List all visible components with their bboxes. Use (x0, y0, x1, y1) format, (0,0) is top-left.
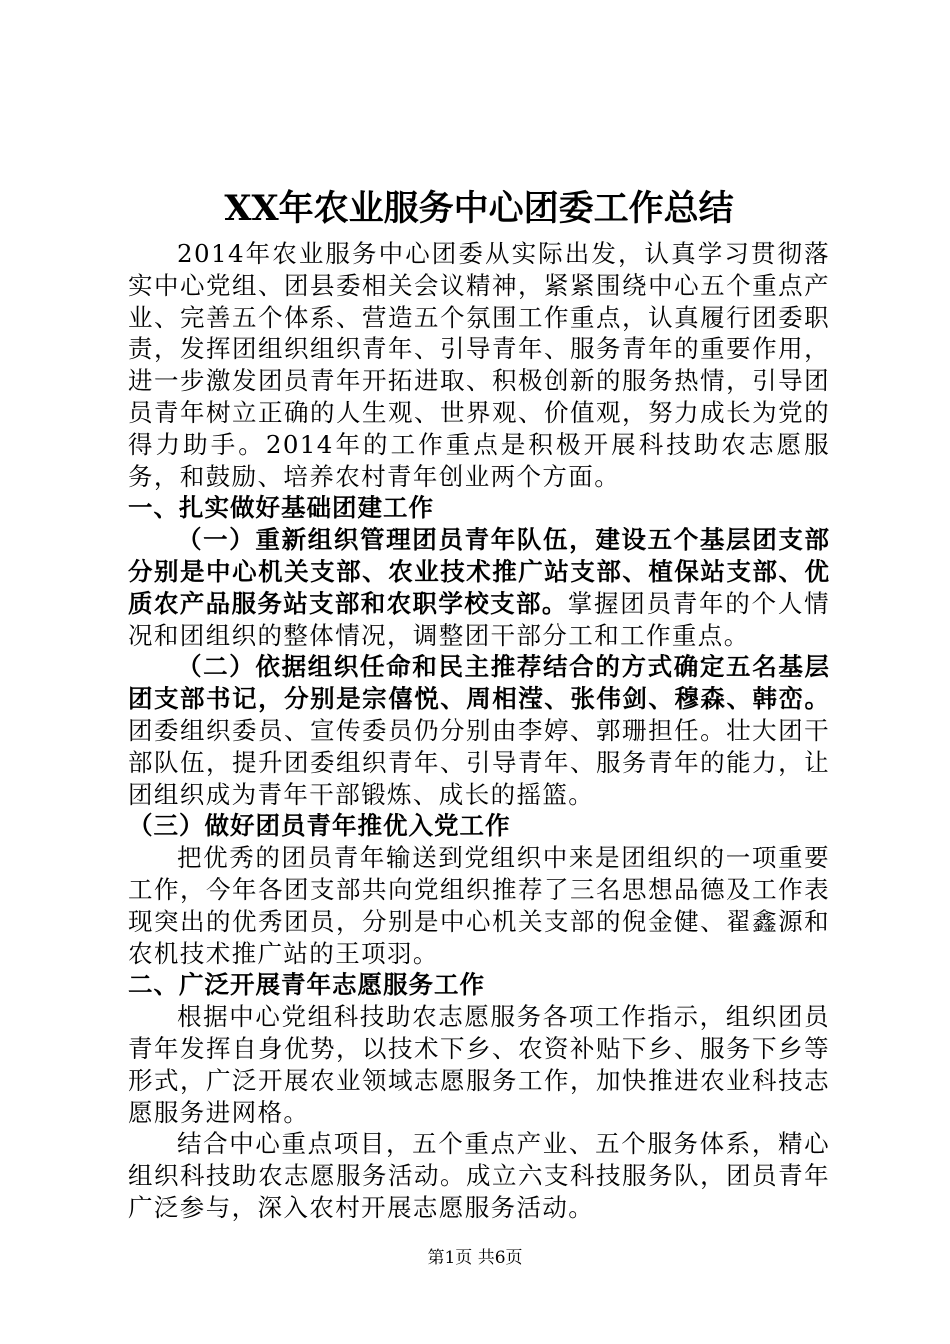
section2-paragraph-1: 根据中心党组科技助农志愿服务各项工作指示，组织团员青年发挥自身优势，以技术下乡、农资补贴下乡、服务下乡等形式，广泛开展农业领域志愿服务工作，加快推进农业科技志愿服务进网格。 (128, 1002, 830, 1127)
section1-item3-heading: （三）做好团员青年推优入党工作 (128, 811, 511, 841)
section1-item2-paragraph (128, 651, 830, 810)
section1-item2-text: 团委组织委员、宣传委员仍分别由李婷、郭珊担任。壮大团干部队伍，提升团委组织青年、引导青年、服务青年的能力，让团组织成为青年干部锻炼、成长的摇篮。 (128, 715, 830, 809)
page-footer: 第1页 共6页 (427, 1248, 523, 1268)
section1-item2-bold: （二）依据组织任命和民主推荐结合的方式确定五名基层团支部书记，分别是宗僖悦、周相滢、张伟剑、穆森、韩峦。 (128, 652, 830, 714)
section1-item3-paragraph: 把优秀的团员青年输送到党组织中来是团组织的一项重要工作，今年各团支部共向党组织推荐了三名思想品德及工作表现突出的优秀团员，分别是中心机关支部的倪金健、翟鑫源和农机技术推广站的王项羽。 (128, 843, 830, 968)
document-title: XX年农业服务中心团委工作总结 (224, 188, 734, 229)
section1-item1-text: 掌握团员青年的个人情况和团组织的整体情况，调整团干部分工和工作重点。 (128, 588, 831, 650)
section1-item1-bold: （一）重新组织管理团员青年队伍，建设五个基层团支部分别是中心机关支部、农业技术推广站支部、植保站支部、优质农产品服务站支部和农职学校支部。 (128, 525, 830, 618)
section2-heading: 二、广泛开展青年志愿服务工作 (128, 970, 485, 1000)
section1-heading: 一、扎实做好基础团建工作 (128, 493, 434, 523)
section2-paragraph-2: 结合中心重点项目，五个重点产业、五个服务体系，精心组织科技助农志愿服务活动。成立六支科技服务队，团员青年广泛参与，深入农村开展志愿服务活动。 (128, 1129, 830, 1222)
intro-paragraph: 2014年农业服务中心团委从实际出发，认真学习贯彻落实中心党组、团县委相关会议精神，紧紧围绕中心五个重点产业、完善五个体系、营造五个氛围工作重点，认真履行团委职责，发挥团组织组织青年、引导青年、服务青年的重要作用，进一步激发团员青年开拓进取、积极创新的服务热情，引导团员青年树立正确的人生观、世界观、价值观，努力成长为党的得力助手。2014年的工作重点是积极开展科技助农志愿服务，和鼓励、培养农村青年创业两个方面。 (128, 239, 830, 491)
section1-item1-paragraph (128, 524, 830, 651)
document-body (128, 238, 830, 1224)
